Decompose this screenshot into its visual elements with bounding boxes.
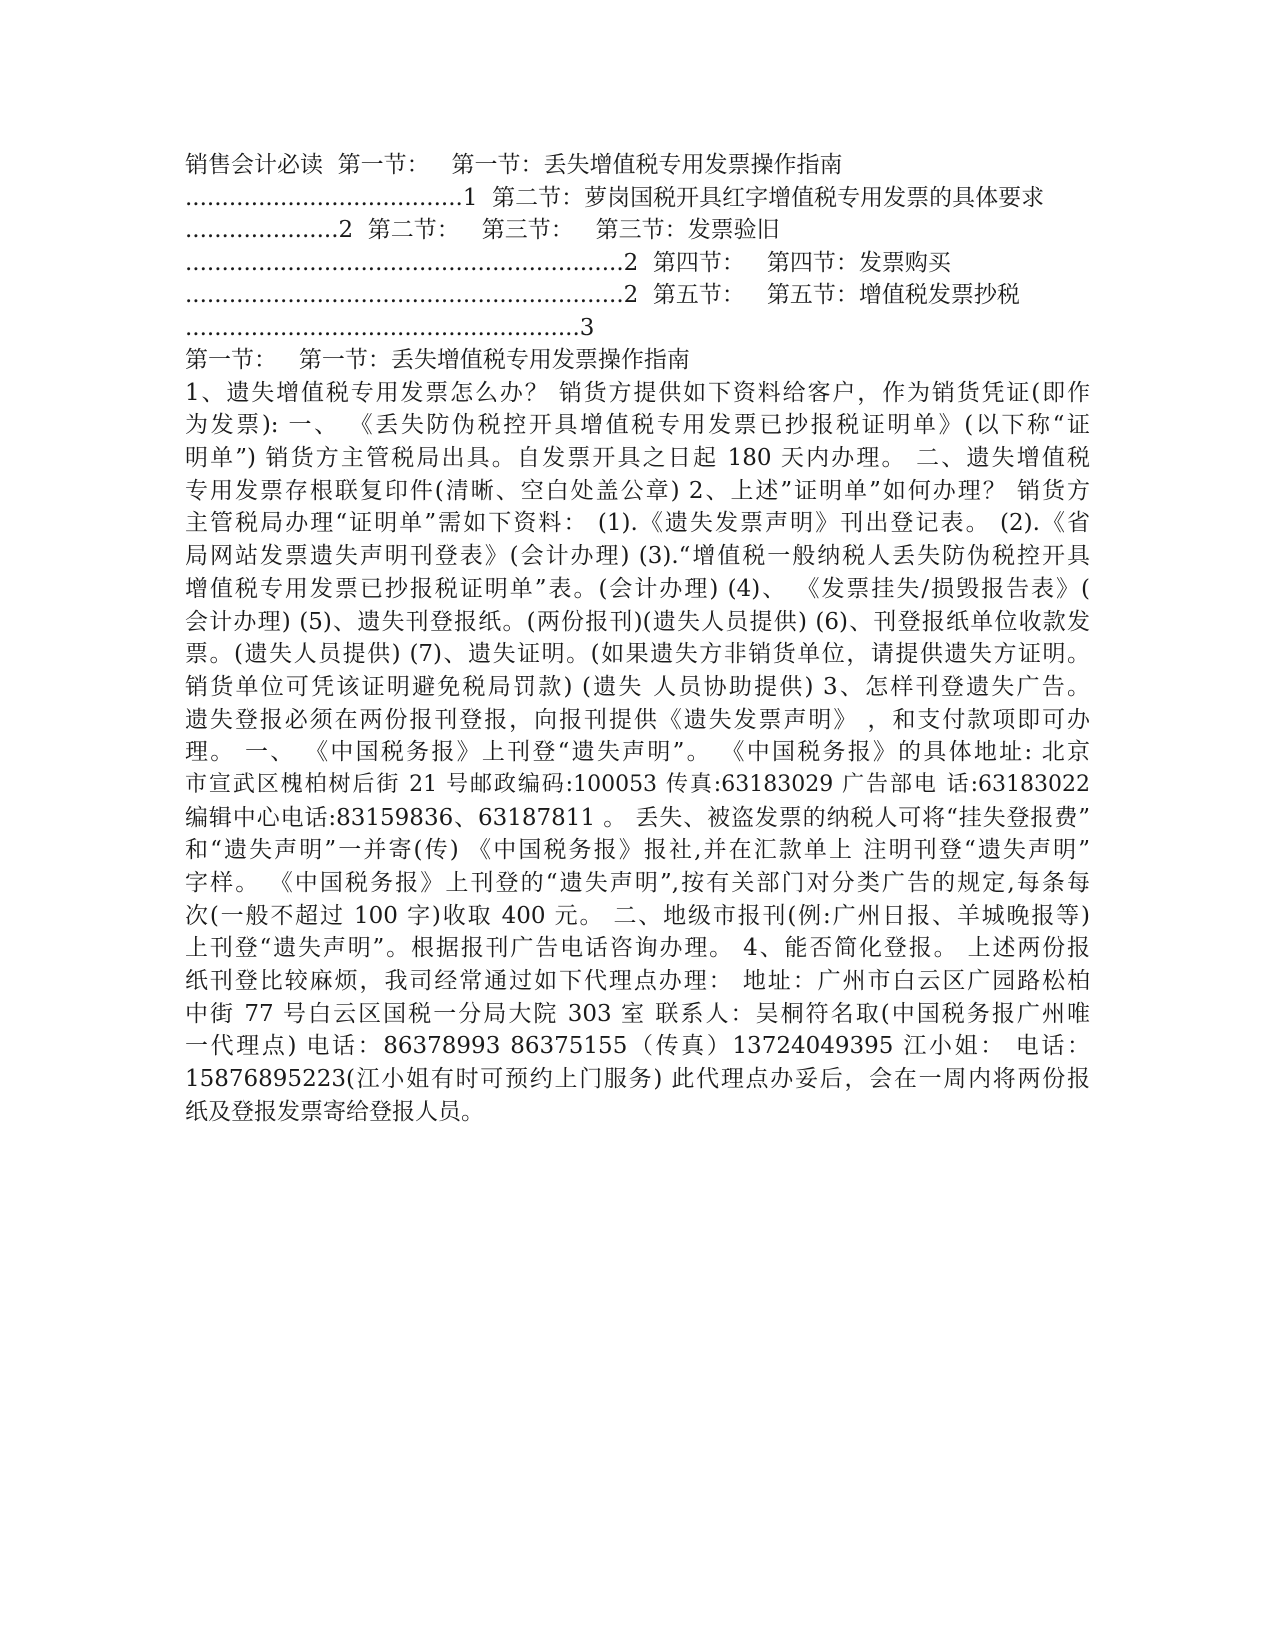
- body-line: 遗失登报必须在两份报刊登报，向报刊提供《遗失发票声明》 ，和支付款项即可办: [185, 706, 1090, 733]
- toc-line: ............................................................2 第五节： 第五节：增值税发票抄税: [185, 282, 1020, 309]
- body-line: 专用发票存根联复印件(清晰、空白处盖公章) 2、上述”证明单”如何办理？ 销货方: [185, 477, 1090, 504]
- body-line: 中街 77 号白云区国税一分局大院 303 室 联系人：吴桐符名取(中国税务报广州唯: [185, 1000, 1090, 1027]
- body-line: 1、遗失增值税专用发票怎么办？ 销货方提供如下资料给客户，作为销货凭证(即作: [185, 379, 1090, 406]
- body-line: 为发票): 一、 《丢失防伪税控开具增值税专用发票已抄报税证明单》(以下称“证: [185, 412, 1090, 439]
- body-line: 字样。 《中国税务报》上刊登的“遗失声明”,按有关部门对分类广告的规定,每条每: [185, 870, 1090, 896]
- body-line: 主管税局办理“证明单”需如下资料： (1).《遗失发票声明》刊出登记表。 (2).《省: [185, 510, 1090, 537]
- body-line: 编辑中心电话:83159836、63187811 。 丢失、被盗发票的纳税人可将“挂失登报费”: [185, 804, 1090, 831]
- body-line: 一代理点) 电话：86378993 86375155（传真）13724049395 江小姐： 电话：: [185, 1033, 1090, 1060]
- body-line: 局网站发票遗失声明刊登表》(会计办理) (3).“增值税一般纳税人丢失防伪税控开具: [185, 543, 1090, 570]
- body-line: 纸刊登比较麻烦，我司经常通过如下代理点办理： 地址：广州市白云区广园路松柏: [185, 968, 1090, 995]
- body-line: 次(一般不超过 100 字)收取 400 元。 二、地级市报刊(例:广州日报、羊城晚报等): [185, 902, 1090, 929]
- body-line: 纸及登报发票寄给登报人员。: [185, 1098, 484, 1125]
- toc-line: .....................2 第二节： 第三节： 第三节：发票验旧: [185, 217, 780, 244]
- toc-line: ............................................................2 第四节： 第四节：发票购买: [185, 249, 951, 276]
- body-line: 市宣武区槐柏树后街 21 号邮政编码:100053 传真:63183029 广告部电 话:63183022: [185, 771, 1090, 797]
- table-of-contents: [185, 149, 1090, 344]
- section-1: [185, 344, 1090, 1129]
- toc-line: ......................................1 第二节：萝岗国税开具红字增值税专用发票的具体要求: [185, 184, 1045, 211]
- body-line: 明单”) 销货方主管税局出具。自发票开具之日起 180 天内办理。 二、遗失增值税: [185, 445, 1090, 472]
- body-line: 增值税专用发票已抄报税证明单”表。(会计办理) (4)、 《发票挂失/损毁报告表》(: [185, 575, 1090, 602]
- body-line: 和“遗失声明”一并寄(传) 《中国税务报》报社,并在汇款单上 注明刊登“遗失声明”: [185, 837, 1090, 864]
- body-line: 会计办理) (5)、遗失刊登报纸。(两份报刊)(遗失人员提供) (6)、刊登报纸单位收款发: [185, 608, 1090, 635]
- body-line: 15876895223(江小姐有时可预约上门服务) 此代理点办妥后，会在一周内将两份报: [185, 1066, 1090, 1093]
- section-heading: 第一节： 第一节：丢失增值税专用发票操作指南: [185, 347, 690, 373]
- toc-line: 销售会计必读 第一节： 第一节：丢失增值税专用发票操作指南: [185, 152, 843, 178]
- toc-line: ......................................................3: [185, 314, 595, 341]
- body-line: 上刊登“遗失声明”。根据报刊广告电话咨询办理。 4、能否简化登报。 上述两份报: [185, 935, 1090, 962]
- document-page: [185, 149, 1090, 1129]
- body-line: 理。 一、 《中国税务报》上刊登“遗失声明”。 《中国税务报》的具体地址: 北京: [185, 739, 1090, 766]
- body-line: 票。(遗失人员提供) (7)、遗失证明。(如果遗失方非销货单位，请提供遗失方证明。: [185, 641, 1090, 668]
- body-line: 销货单位可凭该证明避免税局罚款) (遗失 人员协助提供) 3、怎样刊登遗失广告。: [185, 673, 1090, 700]
